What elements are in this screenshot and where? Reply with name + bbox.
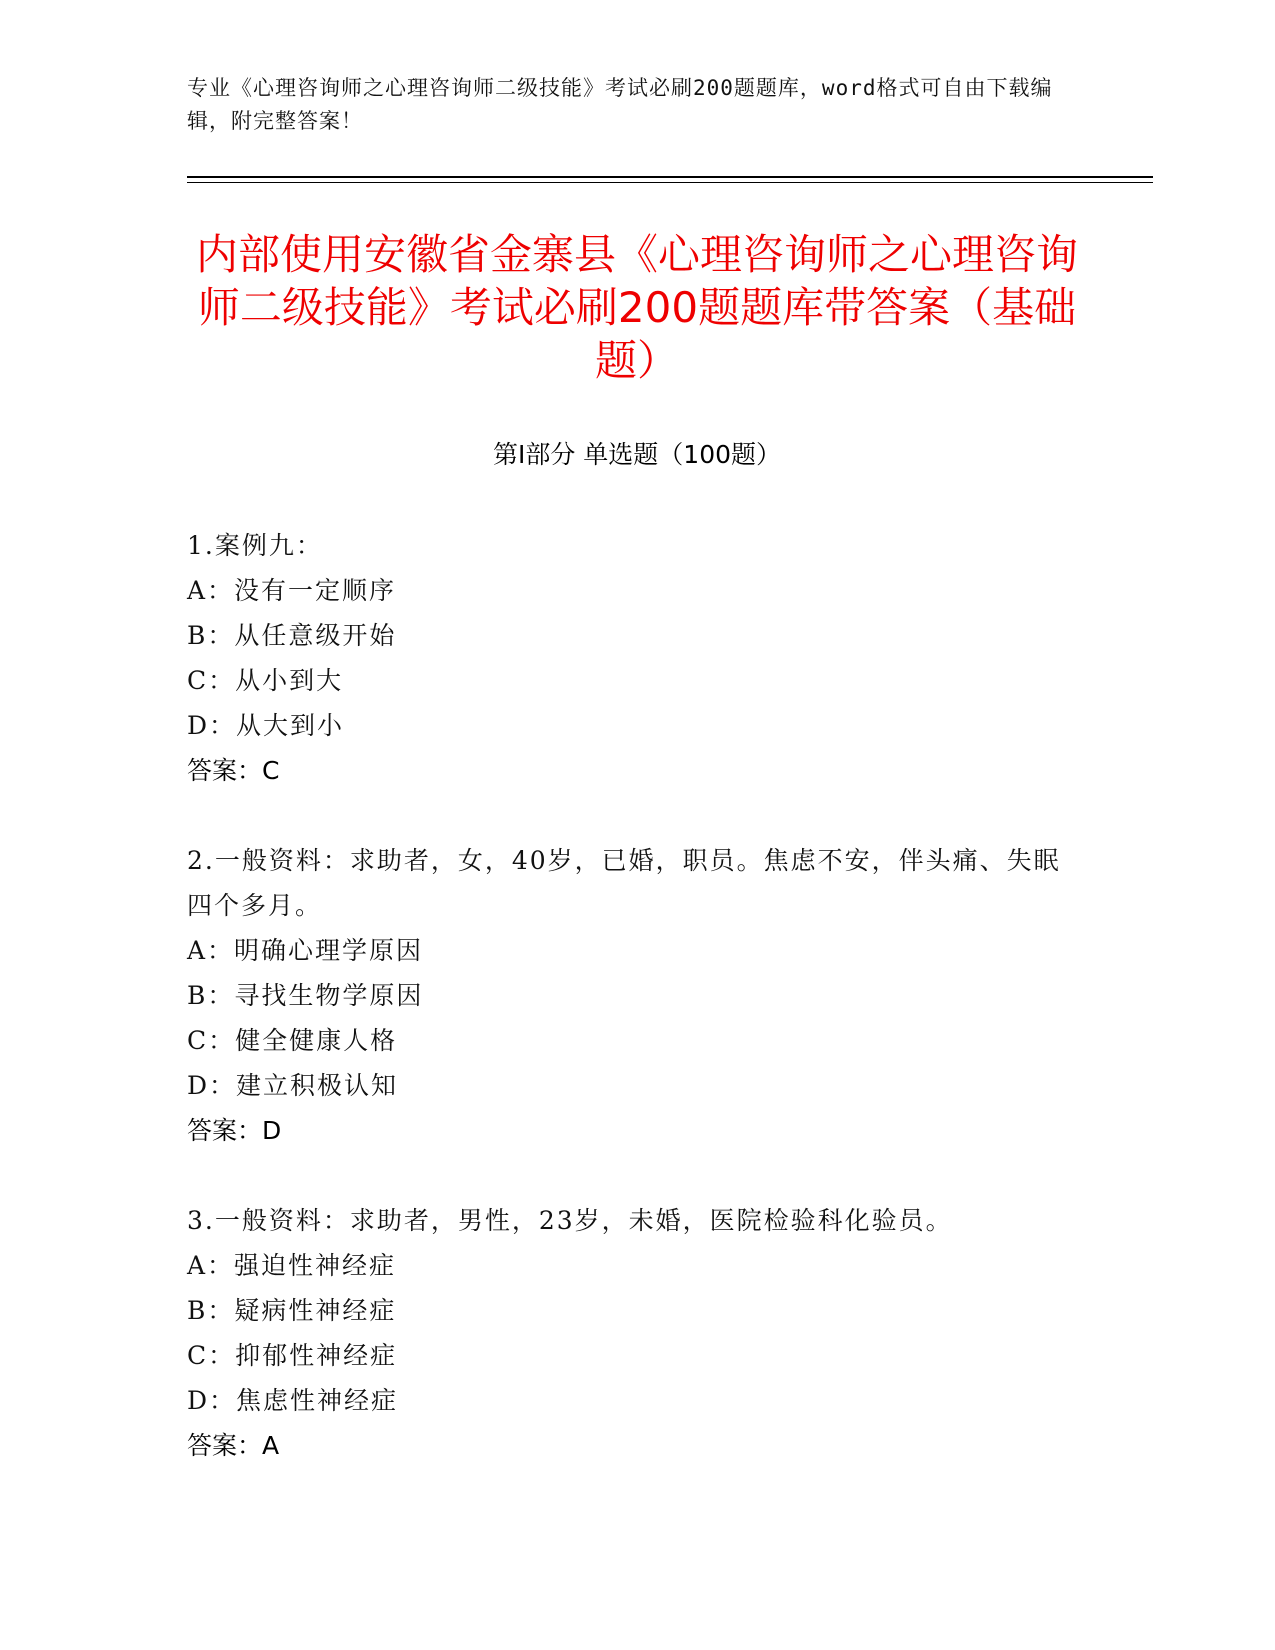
answer: 答案：D (187, 1116, 282, 1145)
option-c: C：抑郁性神经症 (187, 1341, 398, 1370)
section-title: 第Ⅰ部分 单选题（100题） (492, 440, 782, 469)
document-title: 内部使用安徽省金寨县《心理咨询师之心理咨询师二级技能》考试必刷200题题库带答案（基础题） (195, 230, 1078, 385)
option-a: A：强迫性神经症 (187, 1251, 397, 1280)
option-b: B：从任意级开始 (187, 621, 397, 650)
question-1 (187, 523, 1067, 793)
option-d: D：焦虑性神经症 (187, 1386, 399, 1415)
header-divider-thin (187, 182, 1153, 183)
option-d: D：建立积极认知 (187, 1071, 399, 1100)
option-c: C：健全健康人格 (187, 1026, 398, 1055)
option-b: B：寻找生物学原因 (187, 981, 424, 1010)
header-note: 专业《心理咨询师之心理咨询师二级技能》考试必刷200题题库，word格式可自由下载编辑，附完整答案！ (187, 76, 1053, 133)
option-b: B：疑病性神经症 (187, 1296, 397, 1325)
question-text: 2.一般资料：求助者，女，40岁，已婚，职员。焦虑不安，伴头痛、失眠四个多月。 (187, 846, 1061, 920)
question-text: 3.一般资料：求助者，男性，23岁，未婚，医院检验科化验员。 (187, 1206, 953, 1235)
question-3 (187, 1198, 1067, 1468)
question-2 (187, 838, 1067, 1153)
answer: 答案：C (187, 756, 280, 785)
option-a: A：没有一定顺序 (187, 576, 397, 605)
option-d: D：从大到小 (187, 711, 345, 740)
question-text: 1.案例九： (187, 531, 323, 560)
option-a: A：明确心理学原因 (187, 936, 424, 965)
option-c: C：从小到大 (187, 666, 344, 695)
header-divider (187, 176, 1153, 178)
answer: 答案：A (187, 1431, 280, 1460)
